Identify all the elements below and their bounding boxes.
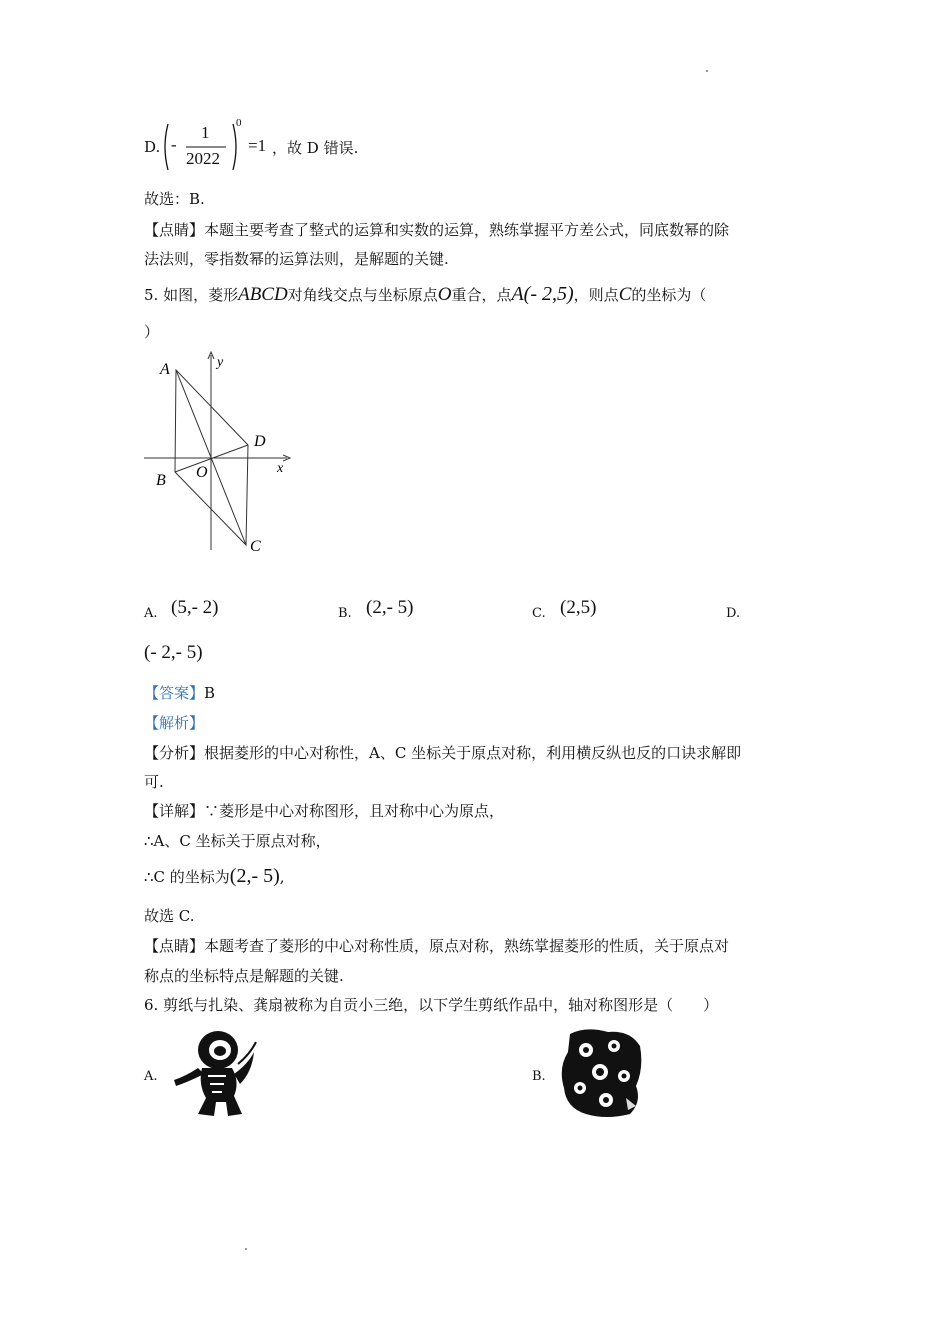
label-a: A — [160, 361, 170, 378]
option-d-conclusion: ，故 D 错误. — [272, 139, 359, 157]
minus-sign: - — [171, 135, 177, 154]
choose-c: 故选 C. — [144, 907, 195, 925]
option-a-value: (5,- 2) — [171, 597, 219, 618]
q5-tail: 的坐标为（ — [631, 286, 707, 304]
label-b: B — [156, 472, 166, 489]
q5-prefix: 5. 如图，菱形 — [144, 286, 239, 304]
label-d: D — [254, 433, 266, 450]
option-a-label: A. — [144, 606, 158, 621]
choose-b: 故选：B. — [144, 190, 205, 208]
dianjing-1-line-1: 【点睛】本题主要考查了整式的运算和实数的运算，熟练掌握平方差公式，同底数幂的除 — [144, 221, 730, 239]
answer-value: B — [204, 684, 216, 702]
label-y: y — [217, 355, 224, 370]
dianjing-1-line-2: 法法则，零指数幂的运算法则，是解题的关键. — [144, 250, 449, 268]
option-d-line — [144, 137, 160, 157]
therefore-2-comma: , — [279, 868, 285, 886]
answer-tag: 【答案】 — [144, 684, 205, 702]
xiangjie-line: 【详解】∵菱形是中心对称图形，且对称中心为原点， — [144, 802, 505, 820]
fenxi-line-2: 可. — [144, 773, 164, 791]
question-6: 6. 剪纸与扎染、龚扇被称为自贡小三绝，以下学生剪纸作品中，轴对称图形是（ ） — [144, 996, 719, 1014]
dragon-papercut-image — [556, 1024, 646, 1120]
q5-mid3: ，则点 — [573, 286, 619, 304]
q6-option-b-label: B. — [532, 1069, 546, 1084]
option-d-label: D. — [144, 138, 161, 156]
therefore-line-2 — [144, 866, 285, 887]
answer-line — [144, 683, 215, 703]
label-c: C — [250, 538, 261, 555]
option-c-value: (2,5) — [560, 597, 597, 618]
monkey-papercut-image — [168, 1024, 260, 1120]
dianjing-2-line-2: 称点的坐标特点是解题的关键. — [144, 967, 344, 985]
fraction-numerator: 1 — [201, 123, 210, 142]
q5-rhombus: ABCD — [238, 284, 288, 305]
label-o: O — [196, 464, 208, 481]
header-dot — [706, 70, 708, 72]
fraction-denominator: 2022 — [186, 149, 220, 168]
exponent: 0 — [236, 117, 242, 129]
dianjing-2-line-1: 【点睛】本题考查了菱形的中心对称性质，原点对称，熟练掌握菱形的性质，关于原点对 — [144, 937, 730, 955]
option-c-label: C. — [532, 606, 546, 621]
q5-mid2: 重合，点 — [451, 286, 512, 304]
q6-option-a-label: A. — [144, 1069, 158, 1084]
option-b-label: B. — [338, 606, 352, 621]
fenxi-line-1: 【分析】根据菱形的中心对称性，A、C 坐标关于原点对称，利用横反纵也反的口诀求解即 — [144, 744, 742, 762]
equals-one: =1 — [248, 136, 267, 155]
q5-mid: 对角线交点与坐标原点 — [287, 286, 438, 304]
option-d-value: (- 2,- 5) — [144, 642, 203, 663]
q5-origin: O — [437, 284, 452, 305]
therefore-2-text: ∴C 的坐标为 — [144, 868, 230, 886]
therefore-2-coord: (2,- 5) — [229, 865, 280, 887]
option-d-label-2: D. — [726, 606, 741, 621]
therefore-line-1: ∴A、C 坐标关于原点对称， — [144, 832, 331, 850]
option-b-value: (2,- 5) — [366, 597, 414, 618]
analysis-tag: 【解析】 — [144, 714, 205, 732]
footer-dot — [245, 1248, 247, 1250]
rhombus-figure — [142, 348, 302, 558]
q5-point-c: C — [618, 284, 632, 305]
q5-point-a: A(- 2,5) — [511, 283, 574, 305]
question-5 — [144, 284, 706, 305]
label-x: x — [277, 461, 284, 476]
q5-close-paren: ） — [144, 323, 160, 341]
